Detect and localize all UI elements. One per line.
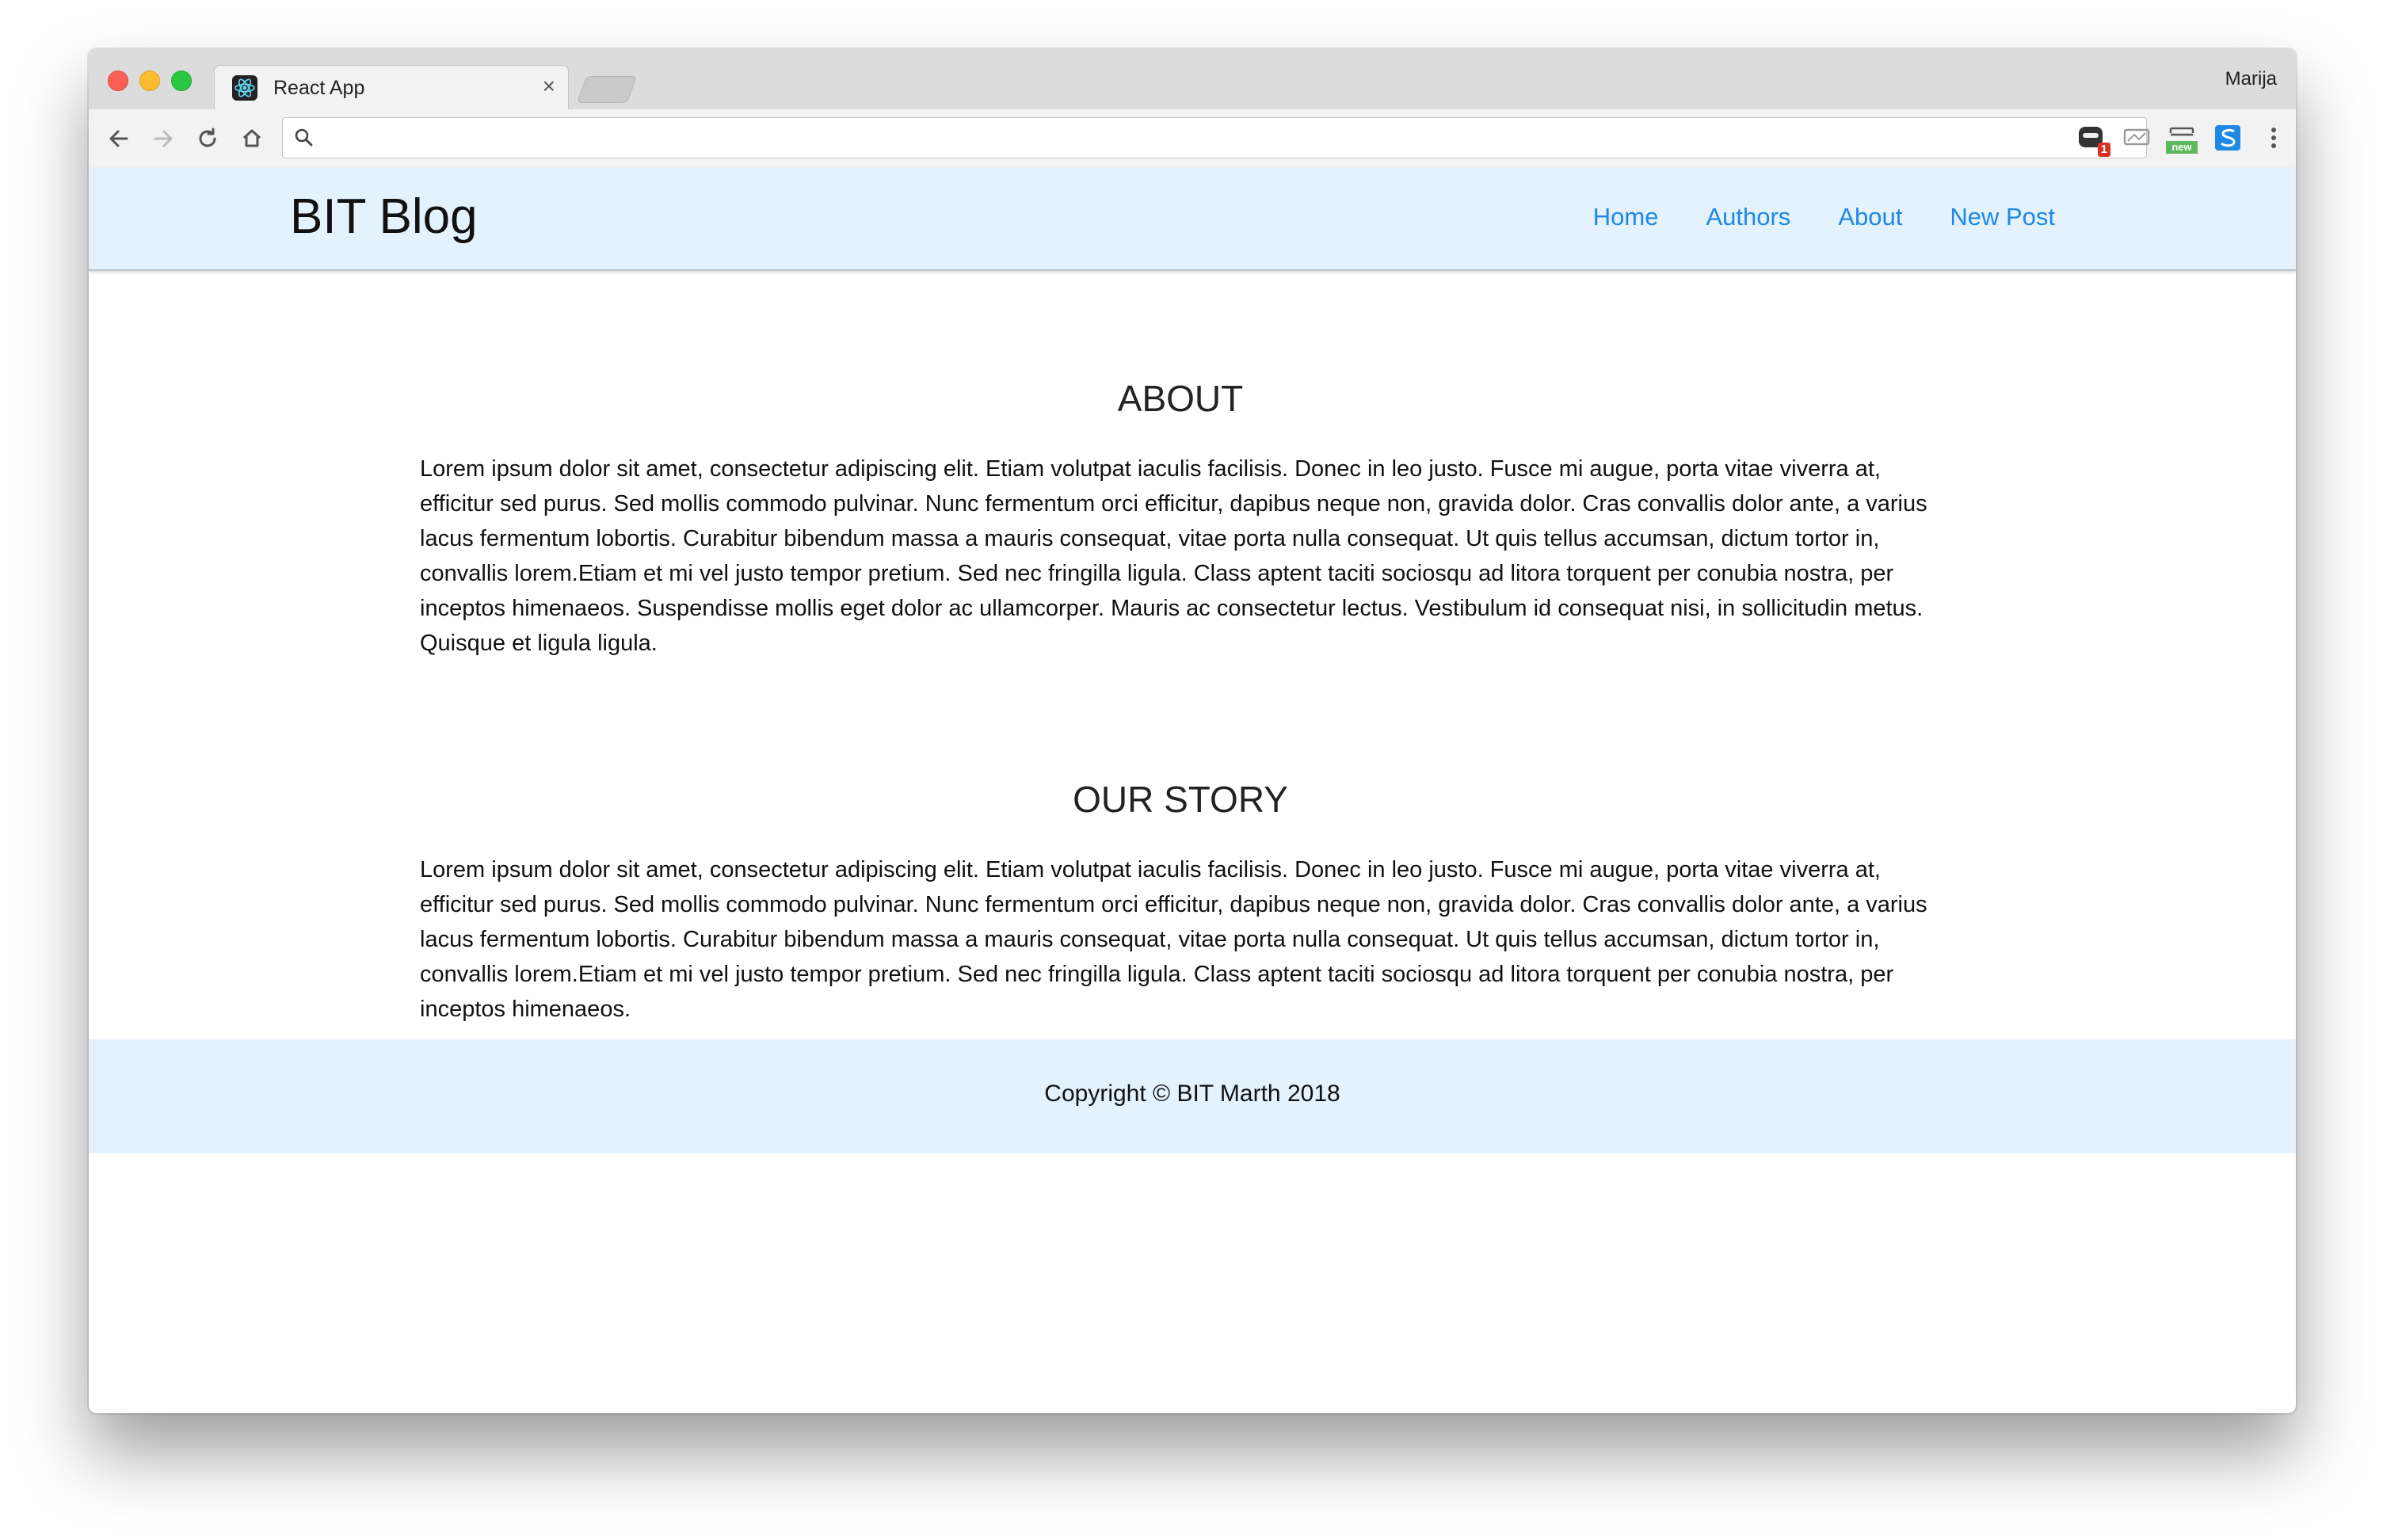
address-input[interactable] — [324, 121, 2133, 154]
tab-title: React App — [273, 77, 365, 99]
zoom-window-button[interactable] — [171, 71, 192, 91]
our-story-text: Lorem ipsum dolor sit amet, consectetur adipiscing elit. Etiam volutpat iaculis facilisis. Donec in leo justo. Fusce mi augue, porta vitae viverra at, efficitur sed purus. Sed mollis commodo pulvinar. Nunc fermentum orci efficitur, dapibus neque non, gravida dolor. Cras convallis dolor ante, a varius lacus fermentum lobortis. Curabitur bibendum massa a mauris consequat, vitae porta nulla consequat. Ut quis tellus accumsan, dictum tortor in, convallis lorem.Etiam et mi vel justo tempor pretium. Sed nec fringilla ligula. Class aptent taciti sociosqu ad litora torquent per conubia nostra, per inceptos himenaeos. — [420, 857, 1927, 1022]
browser-window — [89, 49, 2296, 1413]
browser-toolbar — [89, 109, 2296, 170]
site-brand[interactable]: BIT Blog — [290, 189, 478, 244]
extension-badge-count: 1 — [2098, 143, 2110, 157]
extension-new-label: new — [2166, 141, 2198, 154]
close-window-button[interactable] — [108, 71, 128, 91]
profile-name[interactable]: Marija — [2225, 68, 2277, 90]
our-story-title: OUR STORY — [1073, 779, 1288, 820]
extension-s-icon[interactable] — [2212, 122, 2244, 154]
nav-link-about[interactable]: About — [1838, 203, 1903, 231]
browser-tab-active[interactable] — [214, 65, 569, 110]
extension-ruler-icon[interactable] — [2166, 122, 2198, 154]
site-footer — [89, 1039, 2296, 1153]
extension-screen-icon[interactable] — [2122, 122, 2153, 154]
nav-link-authors[interactable]: Authors — [1706, 203, 1791, 231]
site-header — [89, 168, 2296, 271]
about-text: Lorem ipsum dolor sit amet, consectetur adipiscing elit. Etiam volutpat iaculis facilisis. Donec in leo justo. Fusce mi augue, porta vitae viverra at, efficitur sed purus. Sed mollis commodo pulvinar. Nunc fermentum orci efficitur, dapibus neque non, gravida dolor. Cras convallis dolor ante, a varius lacus fermentum lobortis. Curabitur bibendum massa a mauris consequat, vitae porta nulla consequat. Ut quis tellus accumsan, dictum tortor in, convallis lorem.Etiam et mi vel justo tempor pretium. Sed nec fringilla ligula. Class aptent taciti sociosqu ad litora torquent per conubia nostra, per inceptos himenaeos. Suspendisse mollis eget dolor ac ullamcorper. Mauris ac consectetur lectus. Vestibulum id consequat nisi, in sollicitudin metus. Quisque et ligula ligula. — [420, 456, 1927, 656]
forward-arrow-icon[interactable] — [146, 121, 181, 156]
search-icon — [292, 126, 316, 150]
new-tab-button[interactable] — [577, 76, 637, 103]
home-icon[interactable] — [234, 121, 269, 156]
tab-strip — [89, 49, 2296, 109]
browser-menu-icon[interactable] — [2258, 122, 2290, 154]
footer-copyright: Copyright © BIT Marth 2018 — [1044, 1081, 1340, 1107]
nav-link-home[interactable]: Home — [1592, 203, 1659, 231]
address-bar[interactable] — [282, 117, 2147, 158]
back-arrow-icon[interactable] — [101, 121, 136, 156]
about-title: ABOUT — [1117, 378, 1244, 419]
tab-close-icon[interactable]: × — [542, 74, 555, 98]
react-logo-icon — [232, 75, 257, 101]
minimize-window-button[interactable] — [139, 71, 160, 91]
main-nav — [1593, 203, 2055, 231]
reload-icon[interactable] — [190, 121, 225, 156]
extension-ghostery-icon[interactable] — [2076, 122, 2107, 154]
nav-link-new-post[interactable]: New Post — [1950, 203, 2055, 231]
